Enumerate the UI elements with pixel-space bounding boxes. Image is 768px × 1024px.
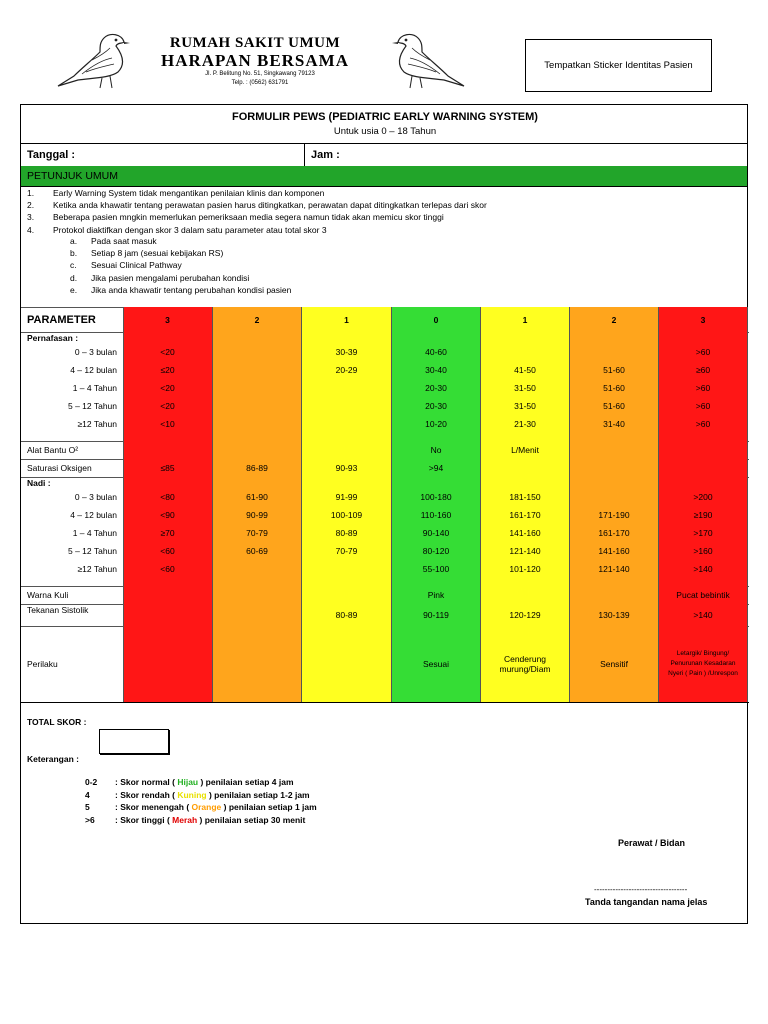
score-cell: 21-30: [481, 415, 570, 433]
instruction-number: 2.: [27, 200, 35, 211]
score-cell: >140: [659, 560, 748, 578]
subinstruction-letter: d.: [70, 272, 78, 283]
row-divider: [21, 702, 749, 703]
score-cell: 60-69: [213, 542, 302, 560]
score-cell: [213, 415, 302, 433]
score-cell: ≤20: [123, 361, 213, 379]
signature-caption: Tanda tangandan nama jelas: [585, 897, 708, 907]
score-cell: 51-60: [570, 379, 659, 397]
score-cell: [213, 332, 302, 343]
form-subtitle: Untuk usia 0 – 18 Tahun: [333, 126, 437, 137]
sticker-label: Tempatkan Sticker Identitas Pasien: [544, 60, 693, 71]
score-cell: 41-50: [481, 361, 570, 379]
score-cell: [123, 626, 213, 702]
score-cell: 90-93: [302, 459, 392, 477]
score-cell: [123, 332, 213, 343]
age-label: 5 – 12 Tahun: [68, 546, 117, 556]
score-cell: [392, 332, 481, 343]
score-cell: 161-170: [570, 524, 659, 542]
column-divider: [123, 307, 124, 702]
score-cell: <20: [123, 397, 213, 415]
score-cell: <20: [123, 379, 213, 397]
score-cell: >94: [392, 459, 481, 477]
subinstruction-text: Pada saat masuk: [91, 236, 157, 246]
score-header: 3: [123, 307, 213, 332]
score-cell: <20: [123, 343, 213, 361]
hospital-name: HARAPAN BERSAMA: [161, 51, 349, 70]
score-cell: <60: [123, 560, 213, 578]
score-cell: [570, 578, 659, 586]
score-cell: [213, 343, 302, 361]
score-cell: [213, 560, 302, 578]
score-cell: 70-79: [213, 524, 302, 542]
subinstruction-text: Setiap 8 jam (sesuai kebijakan RS): [91, 248, 224, 259]
score-cell: 20-30: [392, 379, 481, 397]
subinstruction-letter: e.: [70, 284, 78, 295]
score-cell: ≥190: [659, 506, 748, 524]
keterangan-label: Keterangan :: [27, 754, 79, 764]
score-cell: 100-180: [392, 488, 481, 506]
score-cell: [392, 433, 481, 441]
legend-description: [115, 777, 294, 787]
age-label: 1 – 4 Tahun: [72, 528, 117, 538]
instruction-number: 4.: [27, 224, 35, 235]
score-cell: Pink: [392, 586, 481, 604]
score-cell: [659, 459, 748, 477]
section-header-bar: [21, 166, 747, 186]
score-cell: 80-89: [302, 604, 392, 626]
score-cell: [302, 560, 392, 578]
parameter-label: Saturasi Oksigen: [27, 463, 92, 473]
score-cell: ≥70: [123, 524, 213, 542]
total-score-label: TOTAL SKOR :: [27, 717, 87, 727]
score-cell: [570, 433, 659, 441]
jam-label: Jam :: [311, 149, 340, 161]
score-cell: [481, 578, 570, 586]
score-cell: 70-79: [302, 542, 392, 560]
signature-line: -----------------------------------: [594, 885, 688, 894]
score-header: 2: [570, 307, 659, 332]
legend-range: 4: [85, 789, 90, 800]
score-cell: 31-50: [481, 379, 570, 397]
score-cell: 141-160: [570, 542, 659, 560]
score-cell: [570, 477, 659, 488]
instruction-number: 1.: [27, 188, 35, 198]
score-cell: 30-39: [302, 343, 392, 361]
score-cell: [302, 477, 392, 488]
score-cell: 100-109: [302, 506, 392, 524]
score-cell: [570, 343, 659, 361]
score-cell: Pucat bebintik: [659, 586, 748, 604]
score-cell: [213, 604, 302, 626]
score-cell: 91-99: [302, 488, 392, 506]
score-cell: >60: [659, 343, 748, 361]
legend-post: ) penilaian setiap 1 jam: [221, 802, 317, 812]
score-cell: 30-40: [392, 361, 481, 379]
score-cell: >60: [659, 379, 748, 397]
score-cell: [659, 433, 748, 441]
legend-range: 5: [85, 802, 90, 812]
hospital-type: RUMAH SAKIT UMUM: [169, 35, 341, 51]
instruction-number: 3.: [27, 212, 35, 223]
score-cell: 161-170: [481, 506, 570, 524]
legend-color-word: Merah: [172, 814, 198, 825]
score-header: 1: [481, 307, 570, 332]
score-cell: [302, 433, 392, 441]
subinstruction-text: Jika pasien mengalami perubahan kondisi: [91, 272, 250, 283]
legend-pre: : Skor tinggi (: [115, 814, 173, 825]
score-cell: [392, 578, 481, 586]
score-cell: [570, 459, 659, 477]
score-header: 2: [213, 307, 302, 332]
age-label: 0 – 3 bulan: [74, 492, 117, 502]
parameter-label: Warna Kuli: [27, 590, 69, 600]
legend-range: 0-2: [85, 777, 98, 787]
age-label: ≥12 Tahun: [77, 564, 117, 574]
score-cell: Sesuai: [392, 626, 481, 702]
parameter-label: Alat Bantu O²: [27, 445, 79, 455]
score-cell: >140: [659, 604, 748, 626]
score-cell: 80-89: [302, 524, 392, 542]
bird-logo-right-icon: [378, 30, 470, 90]
score-cell: <60: [123, 542, 213, 560]
score-cell: >160: [659, 542, 748, 560]
form-title: FORMULIR PEWS (PEDIATRIC EARLY WARNING SYSTEM): [232, 111, 538, 123]
score-cell: [392, 477, 481, 488]
score-cell: [302, 415, 392, 433]
instruction-text: Beberapa pasien mngkin memerlukan pemeriksaan media segera namun tidak akan memicu skor tinggi: [53, 212, 444, 223]
age-label: 1 – 4 Tahun: [72, 383, 117, 393]
score-cell: 141-160: [481, 524, 570, 542]
perawat-label: Perawat / Bidan: [618, 838, 686, 848]
subinstruction-text: Sesuai Clinical Pathway: [91, 260, 182, 271]
bird-logo-left-icon: [52, 30, 144, 90]
subinstruction-text: Jika anda khawatir tentang perubahan kondisi pasien: [91, 284, 292, 295]
tanggal-label: Tanggal :: [27, 149, 76, 161]
score-cell: ≤85: [123, 459, 213, 477]
legend-description: [115, 802, 317, 812]
score-cell: [213, 361, 302, 379]
score-cell: 90-99: [213, 506, 302, 524]
score-cell: [213, 578, 302, 586]
score-cell: [213, 626, 302, 702]
parameter-header: PARAMETER: [27, 314, 96, 326]
score-cell: [302, 578, 392, 586]
score-cell: [213, 477, 302, 488]
score-cell: [481, 343, 570, 361]
score-cell: [570, 586, 659, 604]
legend-color-word: Kuning: [177, 789, 207, 800]
score-cell: [481, 332, 570, 343]
age-label: 0 – 3 bulan: [74, 347, 117, 357]
parameter-label: Tekanan Sistolik: [27, 605, 89, 615]
age-label: 5 – 12 Tahun: [68, 401, 117, 411]
score-cell: 61-90: [213, 488, 302, 506]
score-cell: [123, 477, 213, 488]
score-cell: 110-160: [392, 506, 481, 524]
score-cell: [659, 332, 748, 343]
score-cell: 130-139: [570, 604, 659, 626]
score-cell: [481, 477, 570, 488]
score-cell: 51-60: [570, 361, 659, 379]
legend-description: [115, 815, 305, 825]
score-cell: [213, 397, 302, 415]
score-cell: [659, 441, 748, 459]
score-cell: [659, 477, 748, 488]
pews-form: [20, 104, 748, 924]
age-label: 4 – 12 bulan: [70, 510, 117, 520]
instruction-text: Protokol diaktifkan dengan skor 3 dalam satu parameter atau total skor 3: [53, 224, 327, 235]
score-cell: >60: [659, 397, 748, 415]
score-cell: [302, 626, 392, 702]
score-cell: 181-150: [481, 488, 570, 506]
section-title: PETUNJUK UMUM: [27, 170, 118, 182]
legend-description: [115, 790, 310, 800]
score-cell: 20-29: [302, 361, 392, 379]
hospital-address: Jl. P. Belitung No. 51, Singkawang 79123: [205, 71, 315, 77]
score-cell: [302, 586, 392, 604]
score-cell: Letargik/ Bingung/ Penurunan Kesadaran Nyeri ( Pain ) /Unrespon: [659, 626, 748, 702]
legend-pre: : Skor menengah (: [115, 802, 192, 812]
score-header: 0: [392, 307, 481, 332]
score-cell: [302, 441, 392, 459]
score-cell: [213, 441, 302, 459]
score-header: 1: [302, 307, 392, 332]
score-cell: >200: [659, 488, 748, 506]
score-cell: 171-190: [570, 506, 659, 524]
score-cell: [302, 379, 392, 397]
score-cell: [570, 332, 659, 343]
score-cell: 121-140: [481, 542, 570, 560]
score-cell: [213, 586, 302, 604]
score-cell: 55-100: [392, 560, 481, 578]
score-cell: 51-60: [570, 397, 659, 415]
score-cell: 20-30: [392, 397, 481, 415]
score-cell: 90-119: [392, 604, 481, 626]
score-cell: 10-20: [392, 415, 481, 433]
subinstruction-letter: b.: [70, 248, 78, 259]
total-score-input[interactable]: [99, 729, 169, 754]
subinstruction-letter: c.: [70, 260, 77, 271]
score-cell: >170: [659, 524, 748, 542]
tanggal-field[interactable]: [91, 145, 301, 165]
score-cell: 121-140: [570, 560, 659, 578]
score-cell: 31-50: [481, 397, 570, 415]
score-header: 3: [659, 307, 748, 332]
patient-sticker-box[interactable]: [525, 39, 712, 92]
score-cell: ≥60: [659, 361, 748, 379]
score-cell: Sensitif: [570, 626, 659, 702]
score-cell: <10: [123, 415, 213, 433]
score-cell: No: [392, 441, 481, 459]
score-cell: [570, 441, 659, 459]
legend-post: ) penilaian setiap 1-2 jam: [206, 789, 310, 800]
legend-pre: : Skor normal (: [115, 777, 178, 787]
hospital-phone: Telp. : (0562) 631791: [231, 80, 289, 86]
jam-field[interactable]: [351, 145, 741, 165]
score-cell: [123, 604, 213, 626]
score-cell: [302, 332, 392, 343]
score-cell: <90: [123, 506, 213, 524]
score-cell: [123, 433, 213, 441]
score-cell: 31-40: [570, 415, 659, 433]
score-cell: L/Menit: [481, 441, 570, 459]
legend-post: ) penilaian setiap 4 jam: [198, 777, 294, 787]
score-cell: [659, 578, 748, 586]
score-cell: 90-140: [392, 524, 481, 542]
legend-color-word: Orange: [191, 802, 222, 812]
age-label: ≥12 Tahun: [77, 419, 117, 429]
instruction-text: Early Warning System tidak mengantikan penilaian klinis dan komponen: [53, 188, 325, 198]
legend-post: ) penilaian setiap 30 menit: [197, 814, 306, 825]
score-cell: Cenderung murung/Diam: [481, 626, 570, 702]
score-cell: [123, 586, 213, 604]
score-cell: [213, 379, 302, 397]
score-cell: 40-60: [392, 343, 481, 361]
subinstruction-letter: a.: [70, 236, 78, 246]
score-cell: [123, 578, 213, 586]
parameter-label: Perilaku: [27, 659, 58, 669]
score-cell: 120-129: [481, 604, 570, 626]
score-cell: 80-120: [392, 542, 481, 560]
score-cell: [481, 586, 570, 604]
instruction-text: Ketika anda khawatir tentang perawatan pasien harus ditingkatkan, perawatan dapat ditingkatkan terlepas dari skor: [53, 200, 487, 211]
age-label: 4 – 12 bulan: [70, 365, 117, 375]
score-cell: [481, 459, 570, 477]
score-cell: 101-120: [481, 560, 570, 578]
legend-range: >6: [85, 814, 95, 825]
score-cell: [570, 488, 659, 506]
parameter-label: Nadi :: [27, 478, 51, 488]
score-cell: <80: [123, 488, 213, 506]
score-cell: [302, 397, 392, 415]
score-cell: [123, 441, 213, 459]
score-cell: [481, 433, 570, 441]
legend-pre: : Skor rendah (: [115, 789, 178, 800]
score-cell: 86-89: [213, 459, 302, 477]
parameter-label: Pernafasan :: [27, 333, 79, 343]
legend-color-word: Hijau: [177, 777, 199, 787]
score-cell: >60: [659, 415, 748, 433]
score-cell: [213, 433, 302, 441]
